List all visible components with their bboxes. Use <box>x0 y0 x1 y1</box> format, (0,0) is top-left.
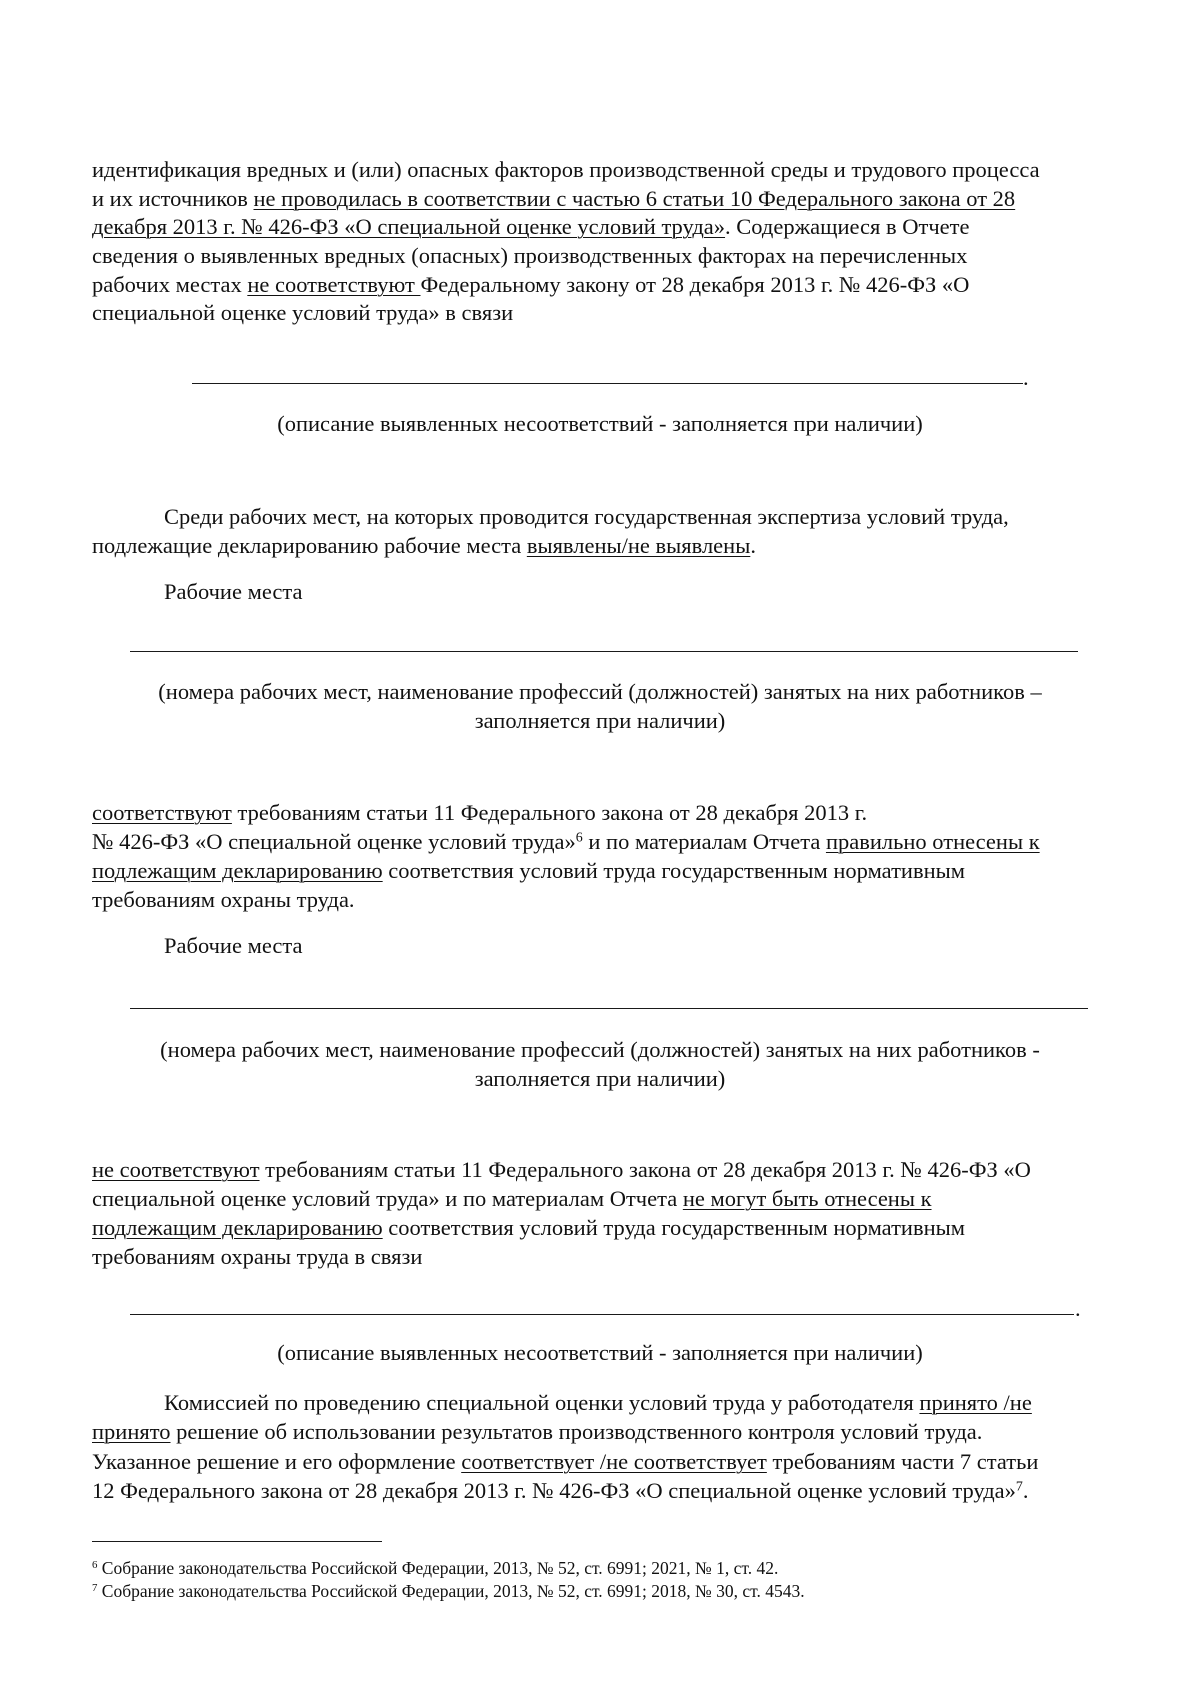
field-caption: (номера рабочих мест, наименование профессий (должностей) занятых на них работников - <box>160 1037 1040 1062</box>
text: рабочих местах <box>92 272 248 297</box>
paragraph-line <box>92 1213 965 1243</box>
paragraph-line <box>92 270 969 300</box>
text: Среди рабочих мест, на которых проводится государственная экспертиза условий труда, <box>164 504 1009 529</box>
text: и по материалам Отчета <box>582 829 826 854</box>
workplaces-label: Рабочие места <box>164 933 303 958</box>
paragraph-line <box>164 502 1009 532</box>
text: № 426-ФЗ «О специальной оценке условий труда» <box>92 829 576 854</box>
paragraph-line <box>92 1476 1029 1506</box>
underlined-text: выявлены/не выявлены <box>526 533 751 558</box>
text: . <box>1022 1478 1029 1503</box>
fill-in-line <box>130 651 1078 652</box>
paragraph-line <box>164 1388 1032 1418</box>
underlined-text: подлежащим декларированию <box>92 858 383 883</box>
fill-in-line <box>192 383 1023 384</box>
footnote-number: 7 <box>92 1582 98 1595</box>
text: решение об использовании результатов производственного контроля условий труда. <box>170 1419 983 1444</box>
text: требованиям части 7 статьи <box>766 1449 1039 1474</box>
underlined-text: не соответствуют <box>247 272 421 297</box>
footnote-ref: 7 <box>1015 1479 1023 1495</box>
footnote-number: 6 <box>92 1559 98 1572</box>
text: Комиссией по проведению специальной оценки условий труда у работодателя <box>164 1390 920 1415</box>
paragraph-line <box>92 531 756 561</box>
footnote-separator <box>92 1541 382 1542</box>
workplaces-label: Рабочие места <box>164 579 303 604</box>
text: . <box>750 533 756 558</box>
text: требованиям статьи 11 Федерального закона от 28 декабря 2013 г. № 426-ФЗ «О <box>259 1157 1031 1182</box>
text: требованиям статьи 11 Федерального закона от 28 декабря 2013 г. <box>231 800 868 825</box>
paragraph-line <box>92 1447 1038 1477</box>
paragraph-line <box>92 212 969 242</box>
paragraph-line <box>92 1184 932 1214</box>
paragraph-line <box>92 155 1040 185</box>
underlined-text: соответствует /не соответствует <box>461 1449 767 1474</box>
underlined-text: подлежащим декларированию <box>92 1215 383 1240</box>
underlined-text: соответствуют <box>92 800 232 825</box>
footnote-ref: 6 <box>575 830 583 846</box>
text: Указанное решение и его оформление <box>92 1449 462 1474</box>
underlined-text: правильно отнесены к <box>825 829 1040 854</box>
footnote <box>92 1556 778 1580</box>
underlined-text: не проводилась в соответствии с частью 6 статьи 10 Федерального закона от 28 <box>253 186 1016 211</box>
period: . <box>1075 1296 1081 1321</box>
paragraph-line <box>92 1155 1031 1185</box>
text: требованиям охраны труда. <box>92 887 355 912</box>
paragraph-line <box>92 827 1040 857</box>
paragraph-line <box>92 1417 982 1447</box>
underlined-text: не соответствуют <box>92 1157 260 1182</box>
paragraph-line <box>92 856 965 886</box>
text: специальной оценке условий труда» и по материалам Отчета <box>92 1186 683 1211</box>
text: идентификация вредных и (или) опасных факторов производственной среды и трудового процесса <box>92 157 1040 182</box>
footnote-text: Собрание законодательства Российской Федерации, 2013, № 52, ст. 6991; 2021, № 1, ст. 42. <box>97 1558 779 1578</box>
field-caption: (описание выявленных несоответствий - заполняется при наличии) <box>277 1340 923 1365</box>
paragraph-line <box>92 298 513 328</box>
paragraph-line <box>92 885 355 915</box>
fill-in-line <box>130 1008 1088 1009</box>
text: подлежащие декларированию рабочие места <box>92 533 527 558</box>
footnote <box>92 1579 805 1603</box>
underlined-text: принято /не <box>919 1390 1032 1415</box>
text: . Содержащиеся в Отчете <box>725 214 970 239</box>
field-caption: (номера рабочих мест, наименование профессий (должностей) занятых на них работников – <box>158 679 1042 704</box>
text: Федеральному закону от 28 декабря 2013 г. № 426-ФЗ «О <box>420 272 970 297</box>
underlined-text: принято <box>92 1419 171 1444</box>
text: требованиям охраны труда в связи <box>92 1244 423 1269</box>
text: и их источников <box>92 186 254 211</box>
footnote-text: Собрание законодательства Российской Федерации, 2013, № 52, ст. 6991; 2018, № 30, ст. 4543. <box>97 1581 805 1601</box>
paragraph-line <box>92 241 967 271</box>
paragraph-line <box>92 184 1015 214</box>
field-caption: (описание выявленных несоответствий - заполняется при наличии) <box>277 411 923 436</box>
underlined-text: декабря 2013 г. № 426-ФЗ «О специальной оценке условий труда» <box>92 214 726 239</box>
paragraph-line <box>92 1242 422 1272</box>
text: сведения о выявленных вредных (опасных) производственных факторах на перечисленных <box>92 243 968 268</box>
underlined-text: не могут быть отнесены к <box>682 1186 932 1211</box>
field-caption: заполняется при наличии) <box>474 708 726 733</box>
text: специальной оценке условий труда» в связи <box>92 300 514 325</box>
text: 12 Федерального закона от 28 декабря 2013 г. № 426-ФЗ «О специальной оценке условий труда» <box>92 1478 1016 1503</box>
paragraph-line <box>92 798 867 828</box>
text: соответствия условий труда государственным нормативным <box>382 1215 965 1240</box>
text: соответствия условий труда государственным нормативным <box>382 858 965 883</box>
fill-in-line <box>130 1314 1074 1315</box>
field-caption: заполняется при наличии) <box>474 1066 726 1091</box>
period: . <box>1023 365 1029 390</box>
